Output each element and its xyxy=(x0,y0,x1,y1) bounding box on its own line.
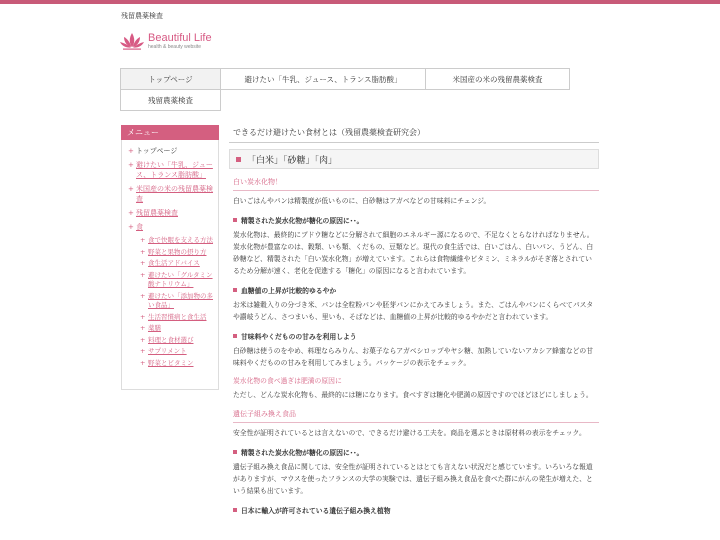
paragraph: 炭水化物は、最終的にブドウ糖などに分解されて細胞のエネルギー源になるので、不足なくとらなければなりません。炭水化物が豊富なのは、穀類、いも類、くだもの、豆類など。現代の食生活では、白いごはん、白いパン、うどん、白砂糖など、精製された「白い炭水化物」が増えています。これらは食物繊維やビタミン、ミネラルがそぎ落とされているため分解が速く、老化を促進する「糖化」の原因になると言われています。 xyxy=(233,231,594,275)
sidebar-subitem[interactable]: + 薬膳 xyxy=(128,324,214,334)
sidebar-subitem[interactable]: + 野菜と果物の摂り方 xyxy=(128,248,214,258)
sidebar-item-food[interactable]: + 食 xyxy=(128,222,214,232)
bullet-heading: 精製された炭水化物が糖化の原因に･･。 xyxy=(233,215,595,225)
note-text: 炭水化物の食べ過ぎは肥満の原因に xyxy=(233,377,342,385)
nav-item-avoid-milk[interactable]: 避けたい「牛乳、ジュース、トランス脂肪酸」 xyxy=(220,68,426,90)
subheading-gmo: 遺伝子組み換え食品 xyxy=(233,409,599,423)
square-bullet-icon xyxy=(233,218,237,222)
sidebar xyxy=(121,125,219,390)
brand-tagline: health & beauty website xyxy=(148,43,202,50)
paragraph: 安全性が証明されているとは言えないので、できるだけ避ける工夫を。商品を選ぶときは原材料の表示をチェック。 xyxy=(233,429,586,437)
subheading-white-carbs: 白い炭水化物！ xyxy=(233,177,599,191)
sidebar-item-top[interactable]: + トップページ xyxy=(128,146,214,156)
square-bullet-icon xyxy=(233,450,237,454)
nav-item-us-rice[interactable]: 米国産の米の残留農薬検査 xyxy=(425,68,570,90)
square-bullet-icon xyxy=(233,288,237,292)
paragraph: ただし、どんな炭水化物も、最終的には糖になります。食べすぎは糖化や肥満の原因ですのでほどほどにしましょう。 xyxy=(233,391,593,399)
paragraph: 白砂糖は使うのをやめ、料理ならみりん、お菓子ならアガベシロップやヤシ糖、加熱していないアカシア蜂蜜などの甘味料やくだものの甘みを利用してみましょう。パッケージの表示をチェック。 xyxy=(233,347,594,367)
brand-name: Beautiful Life xyxy=(148,31,212,44)
main-content xyxy=(229,125,599,515)
header-breadcrumb: 残留農薬検査 xyxy=(121,12,163,20)
site-logo[interactable] xyxy=(119,31,212,51)
sidebar-item-us-rice[interactable]: + 米国産の米の残留農薬検査 xyxy=(128,184,214,204)
bullet-heading: 甘味料やくだものの甘みを利用しよう xyxy=(233,331,595,341)
section-title: 「白米」「砂糖」「肉」 xyxy=(247,155,338,166)
square-bullet-icon xyxy=(233,508,237,512)
top-accent-bar xyxy=(0,0,720,4)
square-bullet-icon xyxy=(233,334,237,338)
sidebar-title: メニュー xyxy=(121,125,219,140)
square-bullet-icon xyxy=(236,157,241,162)
bullet-heading: 血糖値の上昇が比較的ゆるやか xyxy=(233,285,595,295)
sidebar-subitem[interactable]: + 避けたい「添加物の多い食品」 xyxy=(128,292,214,311)
sidebar-item-pesticide[interactable]: + 残留農薬検査 xyxy=(128,208,214,218)
paragraph: お米は雑穀入りの分づき米、パンは全粒粉パンや胚芽パンにかえてみましょう。また、ごはんやパンにくらべてパスタや讃岐うどん、さつまいも、里いも、そばなどは、血糖値の上昇が比較的ゆるやかだと言われています。 xyxy=(233,301,594,321)
nav-item-pesticide[interactable]: 残留農薬検査 xyxy=(120,89,221,111)
sidebar-subitem[interactable]: + 食生活アドバイス xyxy=(128,259,214,269)
sidebar-item-avoid-milk[interactable]: + 避けたい「牛乳、ジュース、トランス脂肪酸」 xyxy=(128,160,214,180)
sidebar-subitem[interactable]: + 生活習慣病と食生活 xyxy=(128,313,214,323)
sidebar-menu xyxy=(121,140,219,390)
bullet-heading: 日本に輸入が許可されている遺伝子組み換え植物 xyxy=(233,505,595,515)
paragraph: 白いごはんやパンは精製度が低いものに、白砂糖はアガベなどの甘味料にチェンジ。 xyxy=(233,197,491,205)
section-header xyxy=(229,149,599,169)
sidebar-subitem[interactable]: + 食で快眠を支える方法 xyxy=(128,236,214,246)
nav-item-top[interactable]: トップページ xyxy=(120,68,221,90)
sidebar-subitem[interactable]: + 避けたい「グルタミン酸ナトリウム」 xyxy=(128,271,214,290)
sidebar-subitem[interactable]: + 野菜とビタミン xyxy=(128,359,214,369)
lotus-icon xyxy=(119,31,145,51)
page-title: できるだけ避けたい食材とは（残留農薬検査研究会） xyxy=(229,125,599,143)
sidebar-subitem[interactable]: + サプリメント xyxy=(128,347,214,357)
paragraph: 遺伝子組み換え食品に関しては、安全性が証明されているとはとても言えない状況だと感じています。いろいろな報道がありますが、マウスを使ったフランスの大学の実験では、遺伝子組み換え食品を食べた群にがんの発生が増えた、という結果も出ています。 xyxy=(233,463,593,495)
sidebar-subitem[interactable]: + 料理と食材選び xyxy=(128,336,214,346)
bullet-heading: 精製された炭水化物が糖化の原因に･･。 xyxy=(233,447,595,457)
